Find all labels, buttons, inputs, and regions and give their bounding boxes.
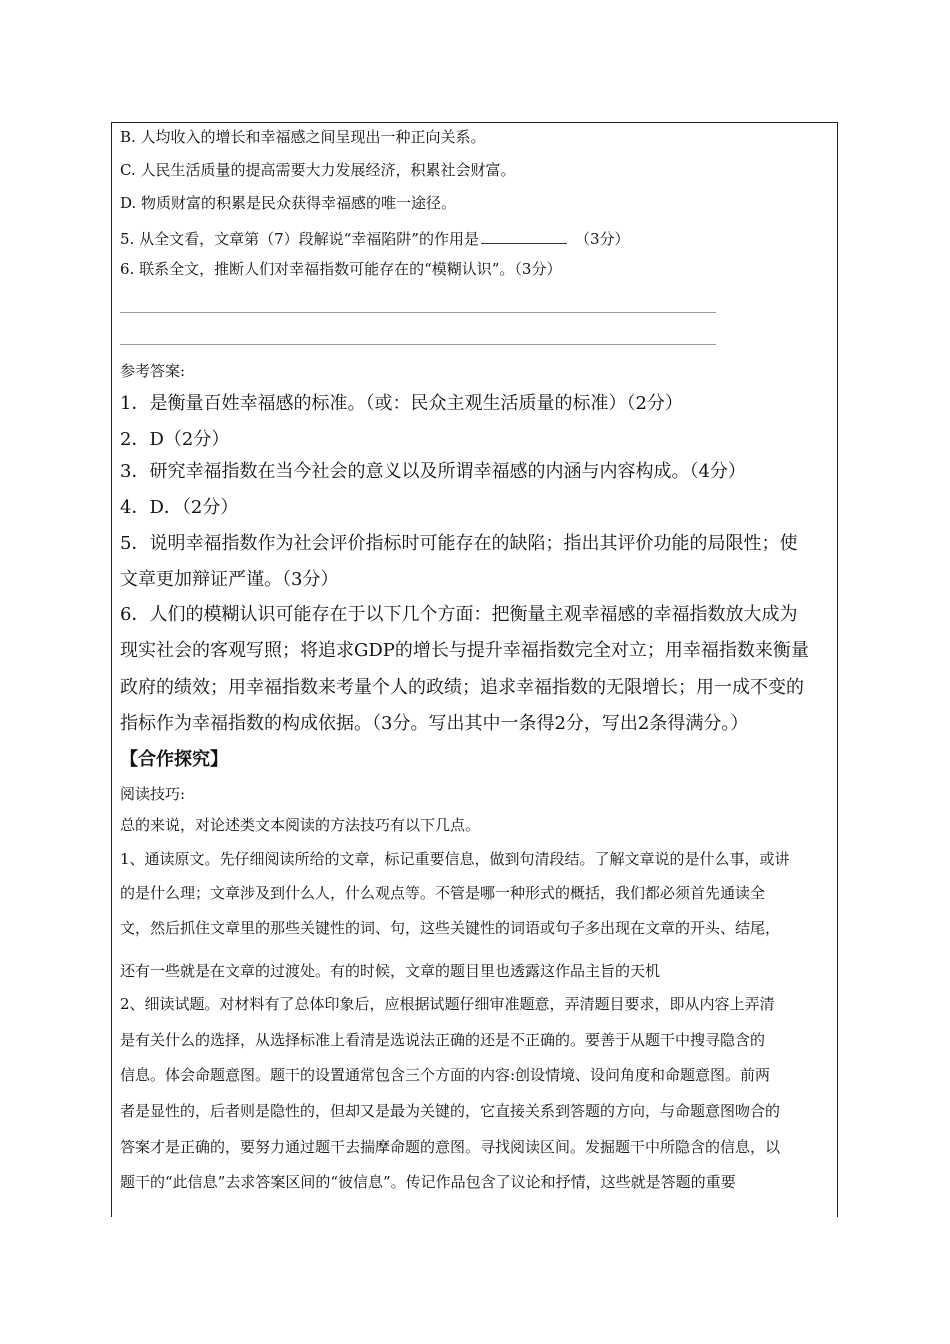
content-table-border — [111, 122, 838, 1217]
paragraph-2-line-5: 答案才是正确的，要努力通过题干去揣摩命题的意图。寻找阅读区间。发掘题干中所隐含的信息，以 — [120, 1138, 781, 1156]
answer-6-line-2: 现实社会的客观写照；将追求GDP的增长与提升幸福指数完全对立；用幸福指数来衡量 — [120, 640, 809, 661]
answer-6-line-3: 政府的绩效；用幸福指数来考量个人的政绩；追求幸福指数的无限增长；用一成不变的 — [120, 677, 804, 698]
answer-blank — [481, 229, 567, 244]
answer-line-2 — [120, 344, 716, 345]
option-d: D. 物质财富的积累是民众获得幸福感的唯一途径。 — [120, 194, 457, 212]
answer-line-1 — [120, 312, 716, 313]
question-5-score: （3分） — [574, 230, 630, 248]
paragraph-2-line-1: 2、细读试题。对材料有了总体印象后，应根据试题仔细审准题意，弄清题目要求，即从内容上弄清 — [120, 995, 775, 1013]
summary-text: 总的来说，对论述类文本阅读的方法技巧有以下几点。 — [120, 816, 481, 834]
section-heading: 【合作探究】 — [120, 749, 228, 770]
answer-6-line-1: 6．人们的模糊认识可能存在于以下几个方面：把衡量主观幸福感的幸福指数放大成为 — [120, 604, 798, 625]
answers-heading: 参考答案: — [120, 362, 186, 380]
answer-5-line-2: 文章更加辩证严谨。（3分） — [120, 569, 339, 590]
question-5-text: 5. 从全文看，文章第（7）段解说“幸福陷阱”的作用是 — [120, 230, 479, 248]
paragraph-2-line-6: 题干的“此信息”去求答案区间的“彼信息”。传记作品包含了议论和抒情，这些就是答题的重要 — [120, 1173, 736, 1191]
answer-1: 1．是衡量百姓幸福感的标准。（或：民众主观生活质量的标准）（2分） — [120, 393, 683, 414]
option-b: B. 人均收入的增长和幸福感之间呈现出一种正向关系。 — [120, 128, 486, 146]
paragraph-2-line-2: 是有关什么的选择，从选择标准上看清是选说法正确的还是不正确的。要善于从题干中搜寻隐含的 — [120, 1031, 766, 1049]
answer-2: 2．D（2分） — [120, 429, 230, 450]
question-5 — [120, 229, 630, 247]
option-c: C. 人民生活质量的提高需要大力发展经济，积累社会财富。 — [120, 161, 516, 179]
paragraph-1-line-1: 1、通读原文。先仔细阅读所给的文章，标记重要信息，做到句清段结。了解文章说的是什么事，或讲 — [120, 850, 790, 868]
reading-skills-label: 阅读技巧: — [120, 785, 186, 803]
answer-5-line-1: 5．说明幸福指数作为社会评价指标时可能存在的缺陷；指出其评价功能的局限性；使 — [120, 533, 798, 554]
question-6: 6. 联系全文，推断人们对幸福指数可能存在的“模糊认识”。（3分） — [120, 260, 562, 278]
paragraph-1-line-2: 的是什么理；文章涉及到什么人，什么观点等。不管是哪一种形式的概括，我们都必须首先通读全 — [120, 884, 766, 902]
answer-4: 4．D．（2分） — [120, 497, 239, 518]
answer-3: 3．研究幸福指数在当今社会的意义以及所谓幸福感的内涵与内容构成。（4分） — [120, 461, 746, 482]
paragraph-2-line-3: 信息。体会命题意图。题干的设置通常包含三个方面的内容:创设情境、设问角度和命题意图。前两 — [120, 1066, 771, 1084]
paragraph-1-line-3: 文，然后抓住文章里的那些关键性的词、句，这些关键性的词语或句子多出现在文章的开头、结尾， — [120, 919, 781, 937]
answer-6-line-4: 指标作为幸福指数的构成依据。（3分。写出其中一条得2分，写出2条得满分。） — [120, 713, 749, 734]
paragraph-2-line-4: 者是显性的，后者则是隐性的，但却又是最为关键的，它直接关系到答题的方向，与命题意图吻合的 — [120, 1102, 781, 1120]
paragraph-1-line-4: 还有一些就是在文章的过渡处。有的时候，文章的题目里也透露这作品主旨的天机 — [120, 962, 661, 980]
